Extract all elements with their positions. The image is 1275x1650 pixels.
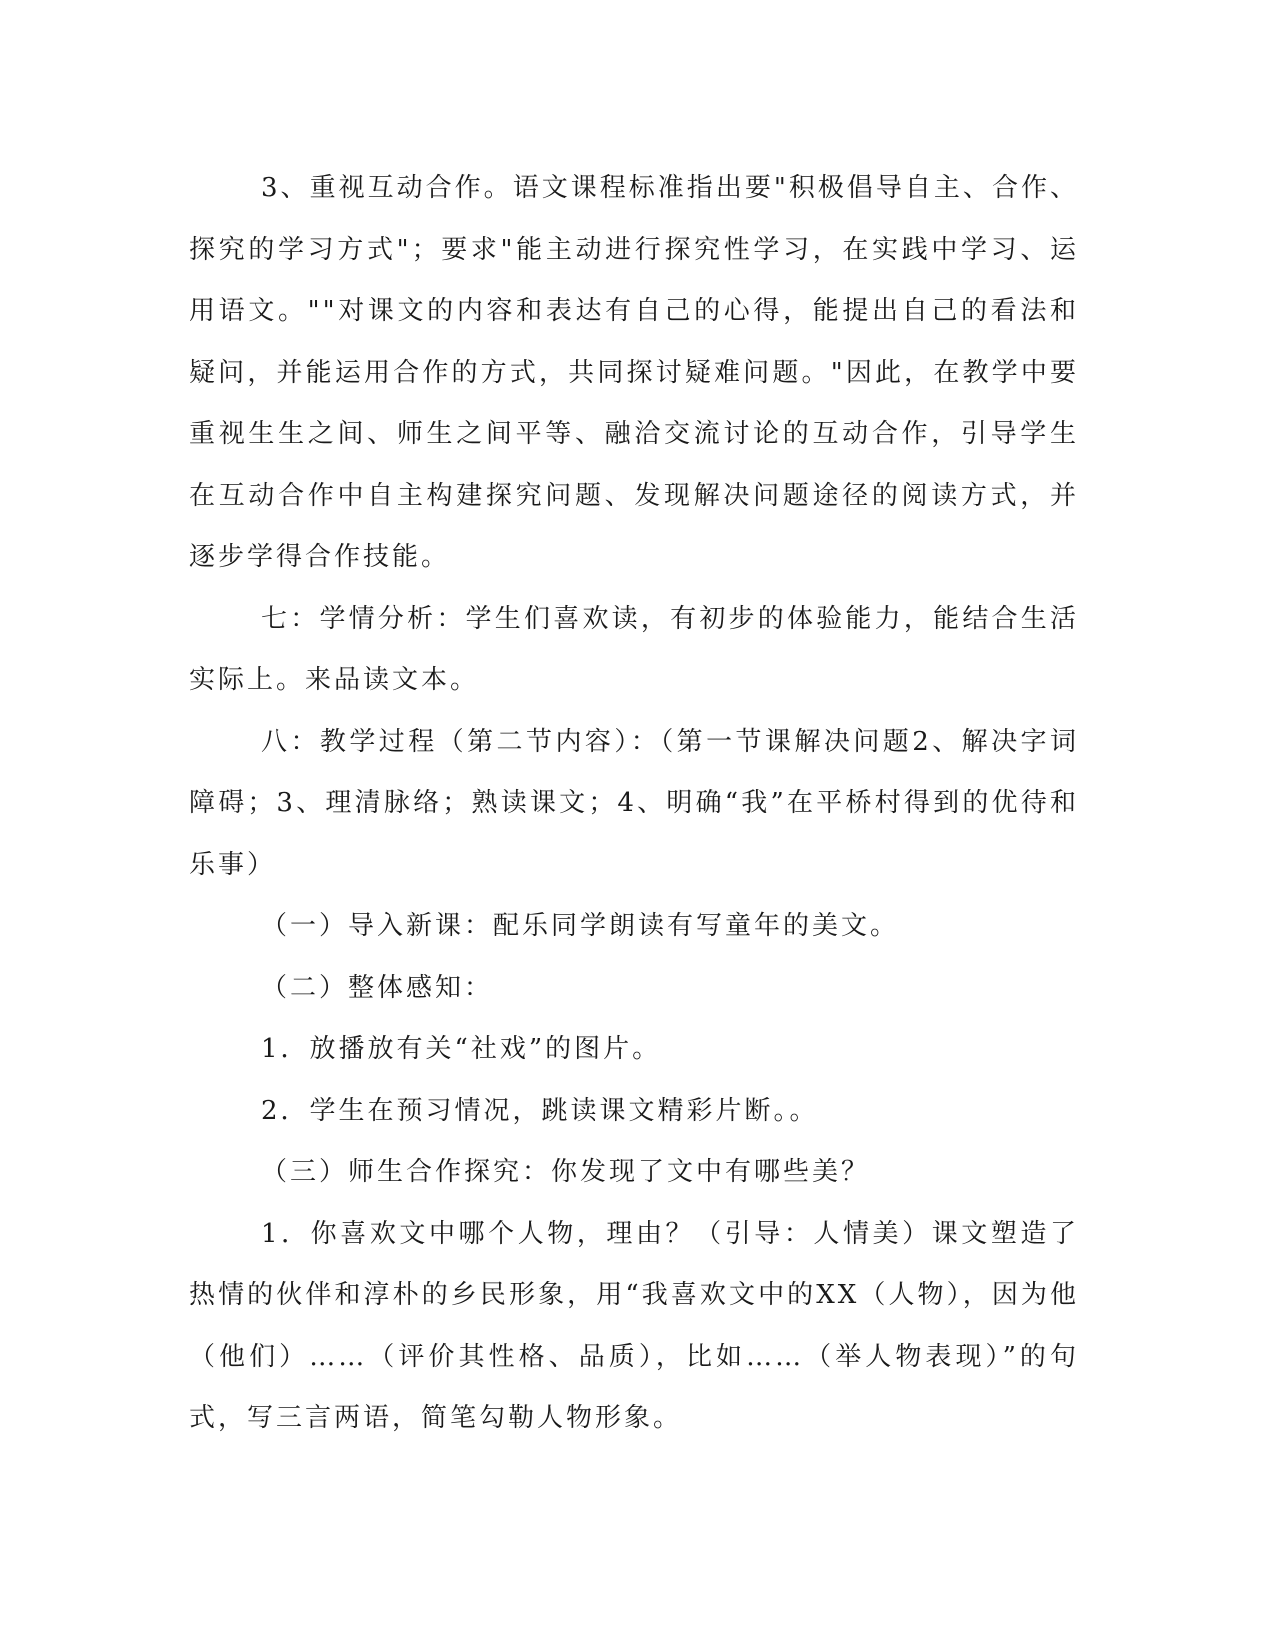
- paragraph-intro-new-lesson: （一）导入新课：配乐同学朗读有写童年的美文。: [261, 911, 900, 941]
- paragraph-cooperative-exploration: （三）师生合作探究：你发现了文中有哪些美？: [261, 1157, 871, 1187]
- paragraph-overall-perception: （二）整体感知：: [261, 972, 494, 1003]
- list-item-2: 2．学生在预习情况，跳读课文精彩片断。。: [261, 1095, 819, 1126]
- list-item-character: 1．你喜欢文中哪个人物，理由？（引导：人情美）课文塑造了热情的伙伴和淳朴的乡民形象，用“我喜欢文中的XX（人物），因为他（他们）……（评价其性格、品质），比如……（举人物表现）”的句式，写三言两语，简笔勾勒人物形象。: [189, 1218, 1079, 1433]
- paragraph-learning-analysis: 七：学情分析：学生们喜欢读，有初步的体验能力，能结合生活实际上。来品读文本。: [189, 603, 1079, 695]
- list-item-1: 1．放播放有关“社戏”的图片。: [261, 1034, 662, 1064]
- paragraph-interactive-cooperation: 3、重视互动合作。语文课程标准指出要"积极倡导自主、合作、探究的学习方式"；要求"能主动进行探究性学习，在实践中学习、运用语文。""对课文的内容和表达有自己的心得，能提出自己的看法和疑问，并能运用合作的方式，共同探讨疑难问题。"因此，在教学中要重视生生之间、师生之间平等、融洽交流讨论的互动合作，引导学生在互动合作中自主构建探究问题、发现解决问题途径的阅读方式，并逐步学得合作技能。: [189, 173, 1079, 572]
- paragraph-teaching-process: 八：教学过程（第二节内容）：（第一节课解决问题2、解决字词障碍；3、理清脉络；熟读课文；4、明确“我”在平桥村得到的优待和乐事）: [189, 726, 1079, 880]
- document-body: [189, 158, 1079, 1450]
